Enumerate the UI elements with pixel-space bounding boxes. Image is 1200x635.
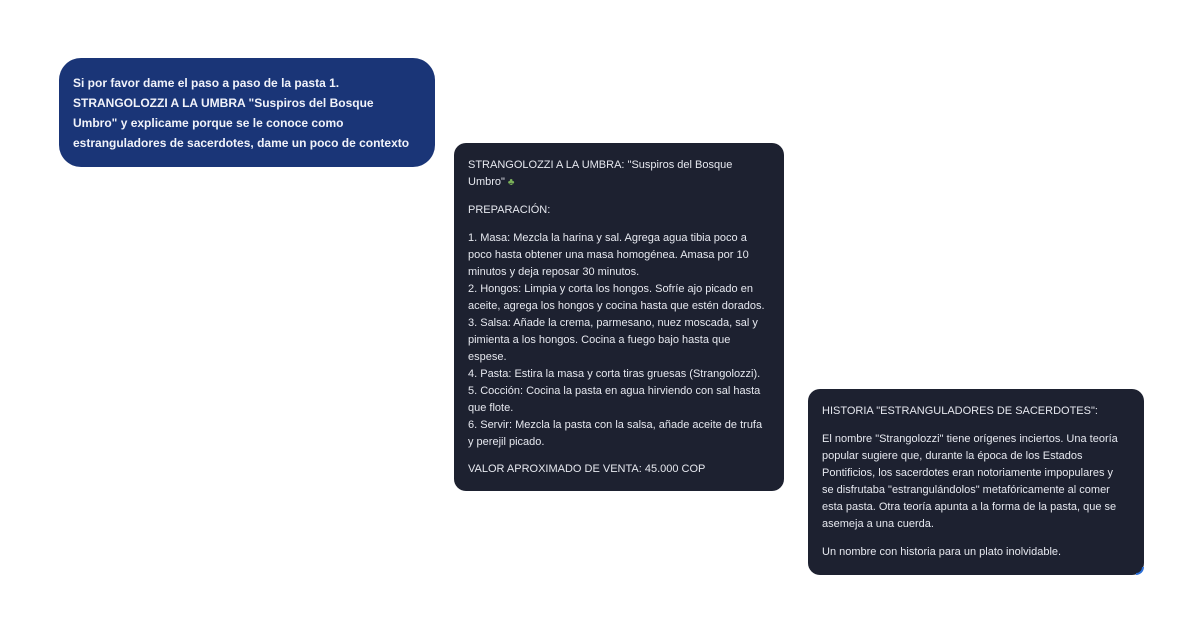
user-message-line: Umbro" y explicame porque se le conoce como	[73, 116, 344, 130]
history-heading: HISTORIA "ESTRANGULADORES DE SACERDOTES":	[822, 405, 1098, 417]
recipe-step: 6. Servir: Mezcla la pasta con la salsa, añade aceite de trufa y perejil picado.	[468, 419, 763, 448]
recipe-title-line: STRANGOLOZZI A LA UMBRA: "Suspiros del Bosque	[468, 159, 733, 171]
recipe-step: 1. Masa: Mezcla la harina y sal. Agrega agua tibia poco a poco hasta obtener una masa homogénea. Amasa por 10 minutos y deja reposar 30 minutos.	[468, 232, 749, 278]
user-message-line: STRANGOLOZZI A LA UMBRA "Suspiros del Bosque	[73, 96, 374, 110]
recipe-step: 2. Hongos: Limpia y corta los hongos. Sofríe ajo picado en aceite, agrega los hongos y cocina hasta que estén dorados.	[468, 283, 765, 312]
bubble-corner-accent	[1136, 567, 1144, 575]
user-message-line: estranguladores de sacerdotes, dame un poco de contexto	[73, 136, 410, 150]
history-body: El nombre "Strangolozzi" tiene orígenes inciertos. Una teoría popular sugiere que, durante la época de los Estados Pontificios, los sacerdotes eran notoriamente impopulares y se disfrutaba "estrangulándolos" metafóricamente al comer esta pasta. Otra teoría apunta a la forma de la pasta, que se asemeja a una cuerda.	[822, 433, 1118, 530]
recipe-step: 3. Salsa: Añade la crema, parmesano, nuez moscada, sal y pimienta a los hongos. Cocina a fuego bajo hasta que espese.	[468, 317, 758, 363]
preparation-heading: PREPARACIÓN:	[468, 204, 551, 216]
recipe-step: 4. Pasta: Estira la masa y corta tiras gruesas (Strangolozzi).	[468, 368, 761, 380]
user-message-bubble	[59, 58, 435, 167]
recipe-step: 5. Cocción: Cocina la pasta en agua hirviendo con sal hasta que flote.	[468, 385, 761, 414]
history-closing: Un nombre con historia para un plato inolvidable.	[822, 546, 1062, 558]
price-line: VALOR APROXIMADO DE VENTA: 45.000 COP	[468, 463, 706, 475]
assistant-message-history	[808, 389, 1144, 575]
plant-icon: ♣	[507, 177, 515, 188]
assistant-message-recipe	[454, 143, 784, 491]
recipe-title-line: Umbro"	[468, 176, 505, 188]
user-message-line: Si por favor dame el paso a paso de la pasta 1.	[73, 76, 340, 90]
